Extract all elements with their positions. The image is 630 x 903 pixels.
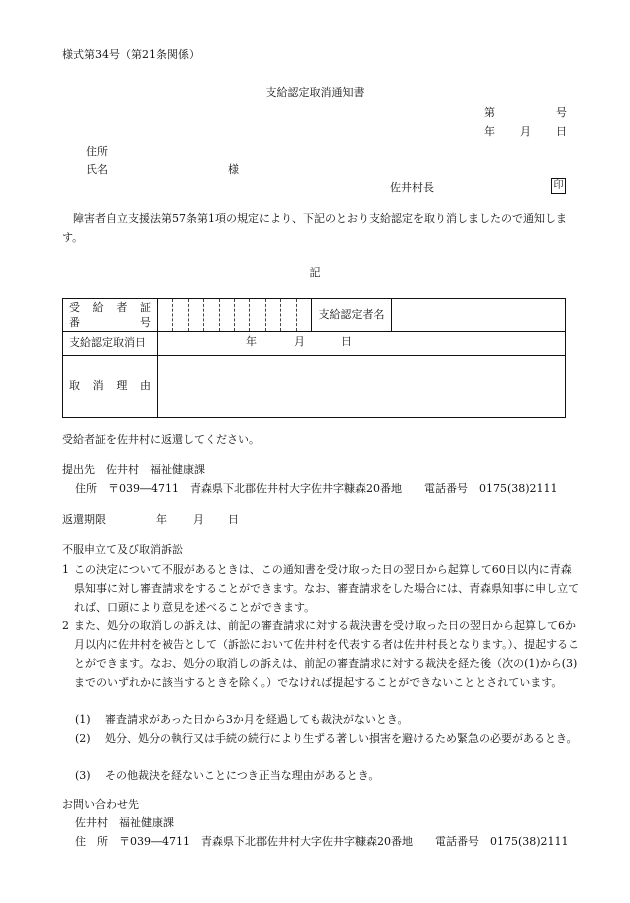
- sub-number: (2): [75, 732, 91, 745]
- cert-number-label-top: [69, 300, 151, 315]
- submit-address: 住所 〒039―4711 青森県下北郡佐井村大字佐井字糠森20番地 電話番号 0175(38)2111: [75, 482, 558, 495]
- sub-number: (3): [75, 769, 91, 782]
- date-year: 年: [484, 125, 495, 138]
- label-char: 給: [92, 301, 104, 314]
- address-label: 住所: [86, 145, 108, 158]
- deadline-label: 返還期限: [62, 513, 106, 526]
- contact-title: お問い合わせ先: [62, 798, 139, 811]
- revocation-date-field[interactable]: [158, 332, 566, 356]
- label-char: 番: [69, 316, 80, 329]
- ki-heading: 記: [309, 266, 321, 279]
- deadline-day: 日: [228, 513, 239, 526]
- body-text: 障害者自立支援法第57条第1項の規定により、下記のとおり支給認定を取り消しましたので通知します。: [62, 212, 567, 244]
- digit-box[interactable]: [173, 299, 188, 331]
- revocation-month: 月: [294, 335, 305, 348]
- row-cert-number: [63, 299, 566, 332]
- honorific: 様: [228, 163, 239, 176]
- cert-number-label-bottom: [69, 315, 151, 330]
- date-month: 月: [520, 125, 531, 138]
- certified-name-field[interactable]: [392, 299, 566, 332]
- item-number: 1: [62, 563, 69, 576]
- certificate-table: [62, 298, 566, 418]
- reason-field[interactable]: [158, 356, 566, 418]
- sub-number: (1): [75, 713, 91, 726]
- sub-text: 審査請求があった日から3か月を経過しても裁決がないとき。: [105, 713, 409, 726]
- revocation-year: 年: [246, 335, 257, 348]
- appeal-sub-3: [75, 766, 580, 785]
- digit-box[interactable]: [281, 299, 296, 331]
- digit-box[interactable]: [220, 299, 235, 331]
- label-char: 受: [69, 301, 80, 314]
- digit-box[interactable]: [250, 299, 265, 331]
- submit-to: 提出先 佐井村 福祉健康課: [62, 463, 205, 476]
- contact-address: 住 所 〒039―4711 青森県下北郡佐井村大字佐井字糠森20番地 電話番号 0175(38)2111: [75, 835, 569, 848]
- form-number: 様式第34号（第21条関係）: [62, 48, 200, 61]
- row-reason: [63, 356, 566, 418]
- digit-box[interactable]: [266, 299, 281, 331]
- number-dai: 第: [484, 106, 495, 119]
- row-revocation-date: [63, 332, 566, 356]
- item-text: この決定について不服があるときは、この通知書を受け取った日の翌日から起算して60日以内に青森県知事に対し審査請求をすることができます。なお、審査請求をした場合には、青森県知事に申し立てれば、口頭により意見を述べることができます。: [74, 563, 580, 614]
- number-go: 号: [556, 106, 567, 119]
- label-char: 号: [140, 316, 151, 329]
- sub-text: 処分、処分の執行又は手続の続行により生ずる著しい損害を避けるため緊急の必要があるとき。: [105, 732, 578, 745]
- revocation-date-label: 支給認定取消日: [63, 332, 158, 356]
- deadline-month: 月: [193, 513, 204, 526]
- appeal-sub-2: [75, 729, 580, 748]
- appeal-sub-1: [75, 710, 580, 729]
- digit-box[interactable]: [158, 299, 173, 331]
- issuer: 佐井村長: [390, 181, 434, 194]
- document-title: 支給認定取消通知書: [265, 86, 365, 99]
- label-char: 者: [116, 301, 128, 314]
- appeal-title: 不服申立て及び取消訴訟: [62, 543, 183, 556]
- item-number: 2: [62, 619, 69, 632]
- reason-label: [63, 356, 158, 418]
- label-char: 由: [139, 379, 151, 393]
- label-char: 証: [139, 301, 151, 314]
- contact-dept: 佐井村 福祉健康課: [75, 816, 174, 829]
- deadline-year: 年: [156, 513, 167, 526]
- sub-text: その他裁決を経ないことにつき正当な理由があるとき。: [105, 769, 380, 782]
- seal-box: 印: [551, 178, 566, 194]
- date-day: 日: [556, 125, 567, 138]
- digit-box[interactable]: [235, 299, 250, 331]
- digit-box[interactable]: [297, 299, 311, 331]
- return-note: 受給者証を佐井村に返還してください。: [62, 433, 260, 446]
- label-char: 取: [69, 379, 80, 393]
- digit-box[interactable]: [189, 299, 204, 331]
- label-char: 消: [92, 379, 104, 393]
- cert-number-digit-boxes[interactable]: [158, 299, 312, 332]
- name-label: 氏名: [86, 163, 108, 176]
- appeal-item-2: [62, 616, 580, 692]
- digit-box[interactable]: [204, 299, 219, 331]
- certified-name-label: 支給認定者名: [312, 299, 392, 332]
- item-text: また、処分の取消しの訴えは、前記の審査請求に対する裁決書を受け取った日の翌日から起算して6か月以内に佐井村を被告として（訴訟において佐井村を代表する者は佐井村長となります。）、提起することができます。なお、処分の取消しの訴えは、前記の審査請求に対する裁決を経た後（次の(1)から(3)までのいずれかに該当するときを除く。）でなければ提起することができないこととされています。: [74, 619, 580, 689]
- cert-number-label: [63, 299, 158, 332]
- revocation-day: 日: [341, 335, 352, 348]
- label-char: 理: [116, 379, 128, 393]
- appeal-item-1: [62, 560, 580, 617]
